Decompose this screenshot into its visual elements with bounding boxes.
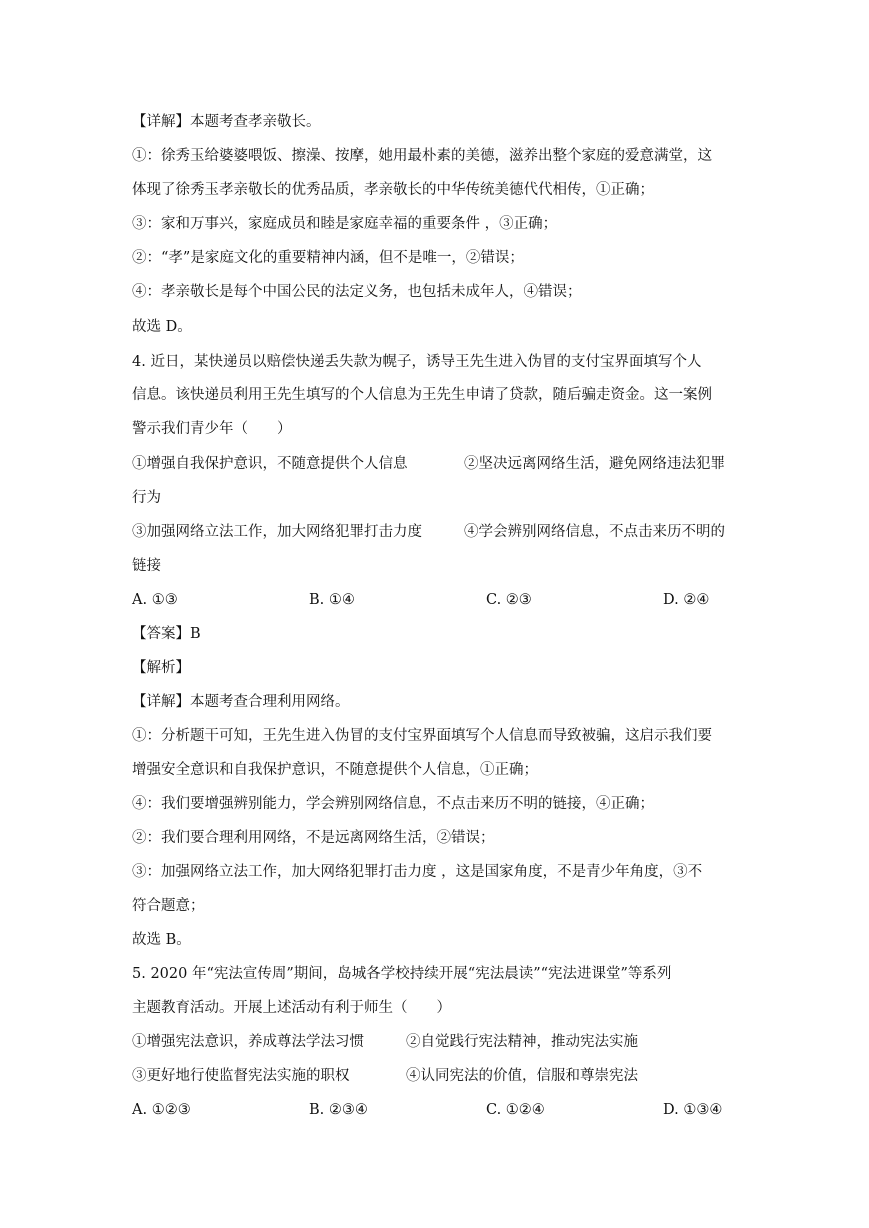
q5-option-2: ②自觉践行宪法精神，推动宪法实施: [406, 1034, 638, 1050]
q3-explanation-4: ④：孝亲敬长是每个中国公民的法定义务，也包括未成年人，④错误；: [132, 284, 582, 300]
q4-explanation-3a: ③：加强网络立法工作，加大网络犯罪打击力度 ，这是国家角度，不是青少年角度，③不: [132, 864, 703, 880]
q5-choice-b: B. ②③④: [309, 1102, 368, 1118]
q4-explanation-4: ④：我们要增强辨别能力，学会辨别网络信息，不点击来历不明的链接，④正确；: [132, 796, 654, 812]
q4-option-4a: ④学会辨别网络信息，不点击来历不明的: [464, 524, 725, 540]
q5-choice-c: C. ①②④: [486, 1102, 545, 1118]
q5-choice-a: A. ①②③: [132, 1102, 191, 1118]
q4-stem-3: 警示我们青少年（ ）: [132, 421, 292, 437]
q3-detail-heading: 【详解】本题考查孝亲敬长。: [132, 114, 321, 130]
q4-option-2a: ②坚决远离网络生活，避免网络违法犯罪: [464, 456, 725, 472]
q4-explanation-1a: ①：分析题干可知，王先生进入伪冒的支付宝界面填写个人信息而导致被骗，这启示我们要: [132, 728, 712, 744]
q4-choice-b: B. ①④: [309, 592, 355, 608]
q4-choice-d: D. ②④: [663, 592, 710, 608]
q3-explanation-1a: ①：徐秀玉给婆婆喂饭、擦澡、按摩，她用最朴素的美德，滋养出整个家庭的爱意满堂，这: [132, 148, 712, 164]
q4-option-1: ①增强自我保护意识，不随意提供个人信息: [132, 456, 408, 472]
q4-option-2b: 行为: [132, 490, 161, 506]
q4-explanation-2: ②：我们要合理利用网络，不是远离网络生活，②错误；: [132, 830, 495, 846]
q4-option-4b: 链接: [132, 558, 161, 574]
q3-explanation-1b: 体现了徐秀玉孝亲敬长的优秀品质，孝亲敬长的中华传统美德代代相传，①正确；: [132, 182, 654, 198]
q5-option-4: ④认同宪法的价值，信服和尊崇宪法: [406, 1068, 638, 1084]
q5-option-3: ③更好地行使监督宪法实施的职权: [132, 1068, 350, 1084]
q5-stem-1: 5. 2020 年“宪法宣传周”期间，岛城各学校持续开展“宪法晨读”“宪法进课堂”等系列: [132, 966, 672, 982]
q4-choose: 故选 B。: [132, 932, 191, 948]
q4-stem-2: 信息。该快递员利用王先生填写的个人信息为王先生申请了贷款，随后骗走资金。这一案例: [132, 387, 712, 403]
q3-explanation-2: ②：“孝”是家庭文化的重要精神内涵，但不是唯一，②错误；: [132, 250, 524, 266]
q4-choice-c: C. ②③: [486, 592, 532, 608]
q4-detail-heading: 【详解】本题考查合理利用网络。: [132, 694, 350, 710]
q5-choice-d: D. ①③④: [663, 1102, 723, 1118]
q3-choose: 故选 D。: [132, 319, 192, 335]
q4-stem-1: 4. 近日，某快递员以赔偿快递丢失款为幌子，诱导王先生进入伪冒的支付宝界面填写个人: [132, 354, 702, 370]
q4-option-3: ③加强网络立法工作，加大网络犯罪打击力度: [132, 524, 422, 540]
q3-explanation-3: ③：家和万事兴，家庭成员和睦是家庭幸福的重要条件 ，③正确；: [132, 216, 558, 232]
q4-choice-a: A. ①③: [132, 592, 178, 608]
q5-stem-2: 主题教育活动。开展上述活动有利于师生（ ）: [132, 1000, 451, 1016]
q4-explanation-1b: 增强安全意识和自我保护意识，不随意提供个人信息，①正确；: [132, 762, 538, 778]
q4-explanation-3b: 符合题意；: [132, 898, 205, 914]
q4-answer: 【答案】B: [132, 626, 201, 642]
q4-analysis-heading: 【解析】: [132, 660, 190, 676]
q5-option-1: ①增强宪法意识，养成尊法学法习惯: [132, 1034, 364, 1050]
